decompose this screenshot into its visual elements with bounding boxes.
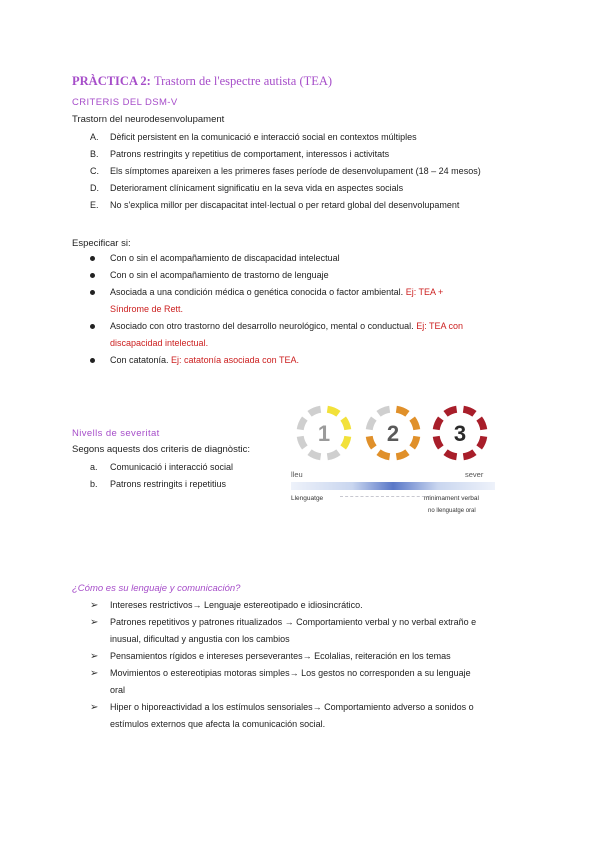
list-item: E. No s'explica millor per discapacitat intel·lectual o per retard global del desenvolupament [90,200,460,210]
ring-segment [463,409,474,414]
severity-levels-graphic [290,400,505,466]
list-item-line [110,318,530,335]
list-item-line: Hiper o hiporeactividad a los estímulos sensoriales→ Comportamiento adverso a sonidos o [110,702,474,712]
list-item: A. Dèficit persistent en la comunicació e interacció social en contextos múltiples [90,132,417,142]
severity-scale-bar [291,482,495,490]
scale-bottom-right-label: minimament verbal [424,495,479,502]
list-item-line [110,284,530,301]
list-item-line: estímulos externos que afecta la comunicación social. [110,719,326,729]
language-heading: ¿Cómo es su lenguaje y comunicación? [72,583,241,594]
list-item: B. Patrons restringits y repetitius de comportament, interessos i activitats [90,149,390,159]
list-item-line: Intereses restrictivos→ Lenguaje estereotipado e idiosincrático. [110,600,363,610]
title-bold: PRÀCTICA 2: [72,74,151,88]
item-text: Con o sin el acompañamiento de trastorno de lenguaje [110,270,329,280]
scale-bottom-right-label-2: no llenguatge oral [428,508,476,514]
ring-segment [327,409,338,414]
ring-segment [369,419,374,430]
scale-dashed-line [340,496,430,497]
arrow-bullet-icon: ➢ [90,600,99,611]
list-item-line: inusual, dificultad y angustia con los cambios [110,634,290,644]
ring-segment [327,452,338,457]
example-text: Ej: TEA con [413,321,464,331]
example-text: Ej: TEA + [403,287,444,297]
ring-segment [379,452,390,457]
page-title [72,74,332,89]
ring-segment [343,419,348,430]
severity-level-3-ring [436,409,484,457]
list-item-line [110,352,530,369]
ring-segment [412,436,417,447]
ring-segment [446,409,457,414]
list-item [90,352,530,369]
list-item-line: oral [110,685,126,695]
list-item [90,699,530,733]
ring-segment [479,436,484,447]
list-item [90,665,530,699]
list-item [90,614,530,648]
list-item [90,250,530,267]
severity-level-1-ring [300,409,348,457]
severity-heading: Nivells de severitat [72,428,160,439]
scale-bottom-left-label: Llenguatge [291,495,324,502]
severity-level-number: 1 [317,421,331,446]
scale-right-label: sever [465,470,484,479]
list-item-line [110,267,530,284]
list-item-line [110,335,530,352]
list-item [90,597,530,614]
list-item: b. Patrons restringits i repetitius [90,479,227,489]
ring-segment [300,419,305,430]
item-text: Asociado con otro trastorno del desarrollo neurológico, mental o conductual. [110,321,414,331]
example-text: Síndrome de Rett. [110,304,184,314]
list-item: C. Els símptomes apareixen a les primeres fases període de desenvolupament (18 – 24 mesos) [90,166,481,176]
severity-level-2-ring [369,409,417,457]
title-rest: Trastorn de l'espectre autista (TEA) [153,74,333,88]
severity-level-number: 2 [386,421,400,446]
list-item-line: Patrones repetitivos y patrones ritualizados → Comportamiento verbal y no verbal extraño e [110,617,477,627]
example-text: discapacidad intelectual. [110,338,209,348]
ring-segment [446,452,457,457]
item-text: Asociada a una condición médica o genética conocida o factor ambiental. [110,287,404,297]
ring-segment [369,436,374,447]
severity-intro: Segons aquests dos criteris de diagnòstic: [72,444,250,455]
criteria-subheading: Trastorn del neurodesenvolupament [72,114,225,125]
list-item [90,318,530,352]
ring-segment [479,419,484,430]
bullet-icon [90,318,110,335]
criteria-heading: CRITERIS DEL DSM-V [72,97,178,108]
list-item-line: Movimientos o estereotipias motoras simples→ Los gestos no corresponden a su lenguaje [110,668,471,678]
ring-segment [300,436,305,447]
severity-level-number: 3 [453,421,467,446]
arrow-bullet-icon: ➢ [90,617,99,628]
arrow-bullet-icon: ➢ [90,668,99,679]
bullet-icon [90,352,110,369]
list-item: D. Deteriorament clínicament significatiu en la seva vida en aspectes socials [90,183,404,193]
ring-segment [412,419,417,430]
list-item-line: Pensamientos rígidos e intereses perseverantes→ Ecolalias, reiteración en los temas [110,651,451,661]
arrow-bullet-icon: ➢ [90,702,99,713]
list-item: a. Comunicació i interacció social [90,462,234,472]
language-list [90,597,530,747]
ring-segment [396,409,407,414]
bullet-icon [90,250,110,267]
list-item-line [110,301,530,318]
ring-segment [463,452,474,457]
ring-segment [436,419,441,430]
specify-list [90,250,530,380]
ring-segment [379,409,390,414]
list-item [90,267,530,284]
ring-segment [396,452,407,457]
item-text: Con catatonía. [110,355,169,365]
arrow-bullet-icon: ➢ [90,651,99,662]
example-text: Ej: catatonía asociada con TEA. [168,355,299,365]
scale-left-label: lleu [291,470,303,479]
ring-segment [436,436,441,447]
bullet-icon [90,284,110,301]
ring-segment [310,452,321,457]
list-item [90,284,530,318]
ring-segment [310,409,321,414]
bullet-icon [90,267,110,284]
list-item-line [110,250,530,267]
specify-heading: Especificar si: [72,238,131,249]
ring-segment [343,436,348,447]
list-item [90,648,530,665]
item-text: Con o sin el acompañamiento de discapacidad intelectual [110,253,340,263]
